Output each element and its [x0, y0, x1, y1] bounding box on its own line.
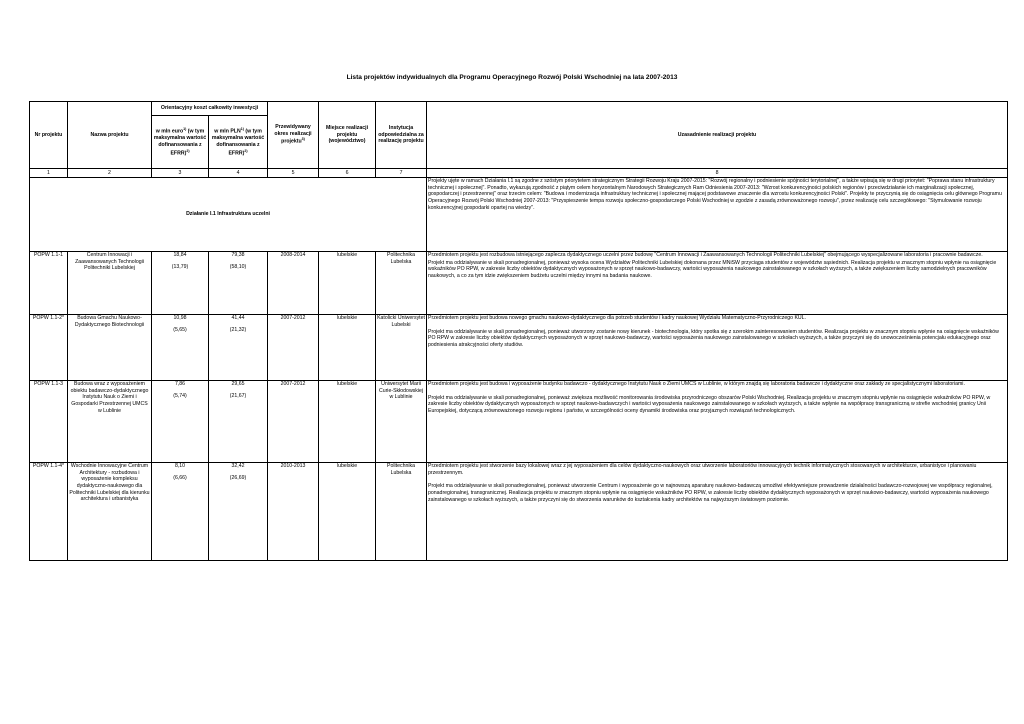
project-institution: Katolicki Uniwersytet Lubelski: [376, 314, 427, 380]
cost-eur: 10,98 (5,65): [152, 314, 209, 380]
header-nr: Nr projektu: [30, 102, 68, 169]
cost-pln: 32,42 (26,69): [209, 462, 268, 560]
header-institution: Instytucja odpowiedzialna za realizację projektu: [376, 102, 427, 169]
project-period: 2008-2014: [268, 251, 319, 314]
project-nr: POPW 1.1-2*: [30, 314, 68, 380]
col-number: 2: [68, 169, 152, 178]
project-name: Budowa Gmachu Naukowo-Dydaktycznego Biotechnologii: [68, 314, 152, 380]
project-period: 2010-2013: [268, 462, 319, 560]
project-nr: POPW 1.1-1: [30, 251, 68, 314]
table-row: [30, 462, 1008, 560]
cost-pln: 41,44 (21,32): [209, 314, 268, 380]
header-place: Miejsce realizacji projektu (województwo): [319, 102, 376, 169]
cost-eur: 7,86 (5,74): [152, 380, 209, 462]
table-row: [30, 380, 1008, 462]
header-row: [30, 102, 1008, 116]
header-pln: w mln PLN$^{1)}$ (w tym maksymalna wartość dofinansowania z EFRR)$^{2)}$: [209, 116, 268, 169]
project-name: Centrum Innowacji i Zaawansowanych Technologii Politechniki Lubelskiej: [68, 251, 152, 314]
header-justification: Uzasadnienie realizacji projektu: [427, 102, 1008, 169]
project-justification: Przedmiotem projektu jest budowa i wyposażenie budynku badawczo - dydaktycznego Instytutu Nauk o Ziemi UMCS w Lublinie, w którym znajdą się laboratoria badawcze i dydaktyczne oraz zakłady ze specjalistycznymi laboratoriami. Projekt ma oddziaływanie w skali ponadregionalnej, ponieważ zwiększa możliwość monitorowania środowiska przyrodniczego obszarów Polski Wschodniej. Realizacja projektu w znacznym stopniu wpłynie na osiągnięcie wskaźników PO RPW, w zakresie liczby obiektów dydaktycznych wyposażonych w sprzęt naukowo-badawczych i wartości wyposażenia naukowego zainstalowanego w szkołach wyższych, a także wpłynie na współpracę transgraniczną w strefie wschodniej granicy Unii Europejskiej, dotyczącą zrównoważonego rozwoju regionu i państw, w szczególności oceny dynamiki środowiska oraz przyjaznych rozwiązań technologicznych.: [427, 380, 1008, 462]
projects-table: [29, 101, 1008, 561]
cost-pln: 79,38 (58,10): [209, 251, 268, 314]
project-place: lubelskie: [319, 380, 376, 462]
cost-eur: 8,10 (6,66): [152, 462, 209, 560]
table-row: [30, 314, 1008, 380]
project-name: Budowa wraz z wyposażeniem obiektu badawczo-dydaktycznego Instytutu Nauk o Ziemi i Gospodarki Przestrzennej UMCS w Lublinie: [68, 380, 152, 462]
col-number: 6: [319, 169, 376, 178]
col-number: 1: [30, 169, 68, 178]
col-number: 4: [209, 169, 268, 178]
header-name: Nazwa projektu: [68, 102, 152, 169]
project-institution: Uniwersytet Marii Curie-Skłodowskiej w Lublinie: [376, 380, 427, 462]
header-eur: w mln euro$^{1)}$ (w tym maksymalna wartość dofinansowania z EFRR)$^{2)}$: [152, 116, 209, 169]
project-name: Wschodnie Innowacyjne Centrum Architektury - rozbudowa i wyposażenie kompleksu dydaktyczno-naukowego dla Politechniki Lubelskiej dla kierunku architektura i urbanistyka: [68, 462, 152, 560]
col-number: 3: [152, 169, 209, 178]
project-place: lubelskie: [319, 462, 376, 560]
col-number: 7: [376, 169, 427, 178]
col-number: 8: [427, 169, 1008, 178]
header-period: Przewidywany okres realizacji projektu$^{3)}$: [268, 102, 319, 169]
project-period: 2007-2012: [268, 380, 319, 462]
project-place: lubelskie: [319, 251, 376, 314]
col-number: 5: [268, 169, 319, 178]
project-institution: Politechnika Lubelska: [376, 251, 427, 314]
cost-eur: 18,84 (13,79): [152, 251, 209, 314]
project-nr: POPW 1.1-3: [30, 380, 68, 462]
section-label: Działanie I.1 Infrastruktura uczelni: [30, 177, 427, 251]
column-numbers-row: [30, 169, 1008, 178]
cost-pln: 29,65 (21,67): [209, 380, 268, 462]
table-row: [30, 251, 1008, 314]
project-place: lubelskie: [319, 314, 376, 380]
section-row: [30, 177, 1008, 251]
section-text: Projekty ujęte w ramach Działania I.1 są zgodne z szóstym priorytetem strategicznym Strategii Rozwoju Kraju 2007-2015: "Rozwój regionalny i podniesienie spójności terytorialnej", a także wpisują się w drugi priorytet: "Poprawa stanu infrastruktury technicznej i społecznej". Ponadto, wykazują zgodność z piątym celem horyzontalnym Narodowych Strategicznych Ram Odniesienia 2007-2013: "Wzrost konkurencyjności polskich regionów i przeciwdziałanie ich marginalizacji społecznej, gospodarczej i przestrzennej" oraz trzecim celem: "Budowa i modernizacja infrastruktury technicznej i społecznej mającej podstawowe znaczenie dla wzrostu konkurencyjności Polski". Projekty te przyczynią się do osiągnięcia celu głównego Programu Operacyjnego Rozwój Polski Wschodniej 2007-2013: "Przyspieszenie tempa rozwoju społeczno-gospodarczego Polski Wschodniej w zgodzie z zasadą zrównoważonego rozwoju", przez realizację celu szczegółowego: "Stymulowanie rozwoju konkurencyjnej gospodarki opartej na wiedzy".: [427, 177, 1008, 251]
project-nr: POPW 1.1-4*: [30, 462, 68, 560]
project-institution: Politechnika Lubelska: [376, 462, 427, 560]
project-period: 2007-2012: [268, 314, 319, 380]
header-cost-group: Orientacyjny koszt całkowity inwestycji: [152, 102, 268, 116]
project-justification: Przedmiotem projektu jest stworzenie bazy lokalowej wraz z jej wyposażeniem dla celów dydaktyczno-naukowych oraz utworzenie laboratoriów innowacyjnych technik informatycznych stosowanych w architekturze, urbanistyce i planowaniu przestrzennym. Projekt ma oddziaływanie w skali ponadregionalnej, ponieważ utworzenie Centrum i wyposażenie go w najnowszą aparaturę naukowo-badawczą umożliwi efektywniejsze prowadzenie działalności badawczo-rozwojowej we współpracy regionalnej, ponadregionalnej, transgranicznej. Realizacja projektu w znacznym stopniu wpłynie na osiągnięcie wskaźników PO RPW, w zakresie liczby obiektów dydaktycznych wyposażonych w sprzęt naukowo-badawczy, wartości wyposażenia naukowego zainstalowanego w szkołach wyższych, a także przyczyni się do stworzenia warunków do kształcenia kadry architektów na najwyższym światowym poziomie.: [427, 462, 1008, 560]
page-title: Lista projektów indywidualnych dla Programu Operacyjnego Rozwój Polski Wschodniej na lata 2007-2013: [346, 74, 678, 81]
project-justification: Przedmiotem projektu jest budowa nowego gmachu naukowo-dydaktycznego dla potrzeb studentów i kadry naukowej Wydziału Matematyczno-Przyrodniczego KUL. Projekt ma oddziaływanie w skali ponadregionalnej, ponieważ utworzony zostanie nowy kierunek - biotechnologia, który spotka się z szerokim zainteresowaniem studentów. Realizacja projektu w znacznym stopniu wpłynie na osiągnięcie wskaźników PO RPW w zakresie liczby obiektów dydaktycznych wyposażonych w sprzęt naukowo-badawczy, wartości wyposażenia naukowego zainstalowanego w szkołach wyższych, a także przyczyni się do unowocześnienia potencjału edukacyjnego oraz podniesienia atrakcyjności oferty studiów.: [427, 314, 1008, 380]
project-justification: Przedmiotem projektu jest rozbudowa istniejącego zaplecza dydaktycznego uczelni przez budowę "Centrum Innowacji i Zaawansowanych Technologii Politechniki Lubelskiej" obejmującego wyspecjalizowane laboratoria i pracownie badawcze. Projekt ma oddziaływanie w skali ponadregionalnej, ponieważ wysoka ocena Wydziałów Politechniki Lubelskiej dokonana przez MNiSW przyciąga studentów z województw sąsiednich. Realizacja projektu w znacznym stopniu wpłynie na osiągnięcie wskaźników PO RPW, w zakresie liczby obiektów dydaktycznych wyposażonych w sprzęt naukowo-badawczy, wartości wyposażenia naukowego zainstalowanego w szkołach wyższych, a także zwiększeniem liczby samodzielnych pracowników naukowych, a co za tym idzie zwiększeniem budżetu uczelni między innymi na badania naukowe.: [427, 251, 1008, 314]
